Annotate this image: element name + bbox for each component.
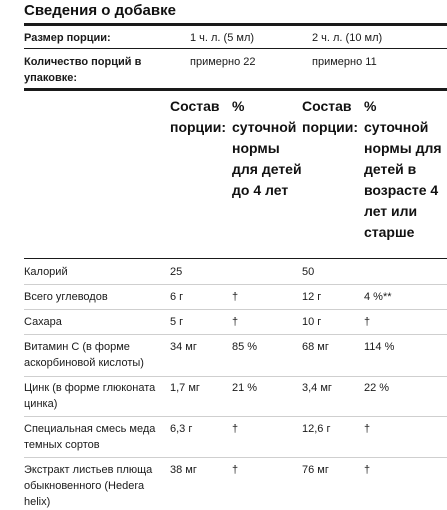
divider bbox=[24, 457, 447, 458]
serving-size-value-2: 2 ч. л. (10 мл) bbox=[312, 32, 383, 44]
divider bbox=[24, 416, 447, 417]
daily-value-1: † bbox=[232, 291, 239, 303]
amount-per-serving-2: 68 мг bbox=[302, 341, 329, 353]
daily-value-2: 114 % bbox=[364, 341, 395, 353]
amount-per-serving-1: 5 г bbox=[170, 316, 184, 328]
column-header-dv-2: % суточной нормы для детей в возрасте 4 лет или старше bbox=[364, 98, 442, 240]
divider bbox=[24, 258, 447, 259]
daily-value-2: 22 % bbox=[364, 382, 390, 394]
page-title: Сведения о добавке bbox=[24, 2, 176, 19]
column-header-amount-1: Состав порции: bbox=[170, 98, 227, 135]
nutrient-name: Экстракт листьев плюща обыкновенного (Hedera helix) bbox=[24, 464, 153, 508]
amount-per-serving-1: 34 мг bbox=[170, 341, 197, 353]
amount-per-serving-1: 25 bbox=[170, 266, 183, 278]
daily-value-1: † bbox=[232, 316, 239, 328]
nutrient-name: Всего углеводов bbox=[24, 291, 108, 303]
servings-per-container-value-2: примерно 11 bbox=[312, 56, 377, 68]
serving-size-value-1: 1 ч. л. (5 мл) bbox=[190, 32, 255, 44]
nutrient-name: Цинк (в форме глюконата цинка) bbox=[24, 382, 156, 410]
divider bbox=[24, 376, 447, 377]
nutrient-name: Специальная смесь меда темных сортов bbox=[24, 423, 156, 451]
daily-value-1: 85 % bbox=[232, 341, 258, 353]
divider bbox=[24, 309, 447, 310]
amount-per-serving-1: 6,3 г bbox=[170, 423, 193, 435]
column-header-amount-2: Состав порции: bbox=[302, 98, 359, 135]
serving-size-label: Размер порции: bbox=[24, 32, 111, 44]
servings-per-container-value-1: примерно 22 bbox=[190, 56, 256, 68]
amount-per-serving-2: 50 bbox=[302, 266, 315, 278]
daily-value-2: † bbox=[364, 423, 371, 435]
daily-value-1: 21 % bbox=[232, 382, 258, 394]
divider bbox=[24, 334, 447, 335]
amount-per-serving-2: 10 г bbox=[302, 316, 322, 328]
daily-value-1: † bbox=[232, 423, 239, 435]
amount-per-serving-1: 38 мг bbox=[170, 464, 197, 476]
nutrient-name: Калорий bbox=[24, 266, 68, 278]
column-header-dv-1: % суточной нормы для детей до 4 лет bbox=[232, 98, 302, 198]
daily-value-2: 4 %** bbox=[364, 291, 392, 303]
divider bbox=[24, 48, 447, 49]
daily-value-1: † bbox=[232, 464, 239, 476]
amount-per-serving-2: 12 г bbox=[302, 291, 322, 303]
nutrient-name: Сахара bbox=[24, 316, 62, 328]
amount-per-serving-2: 76 мг bbox=[302, 464, 329, 476]
nutrient-name: Витамин С (в форме аскорбиновой кислоты) bbox=[24, 341, 144, 369]
divider bbox=[24, 88, 447, 91]
amount-per-serving-1: 6 г bbox=[170, 291, 184, 303]
amount-per-serving-2: 3,4 мг bbox=[302, 382, 332, 394]
divider bbox=[24, 284, 447, 285]
divider bbox=[24, 23, 447, 26]
amount-per-serving-1: 1,7 мг bbox=[170, 382, 200, 394]
daily-value-2: † bbox=[364, 464, 371, 476]
amount-per-serving-2: 12,6 г bbox=[302, 423, 331, 435]
servings-per-container-label: Количество порций в упаковке: bbox=[24, 56, 142, 84]
daily-value-2: † bbox=[364, 316, 371, 328]
